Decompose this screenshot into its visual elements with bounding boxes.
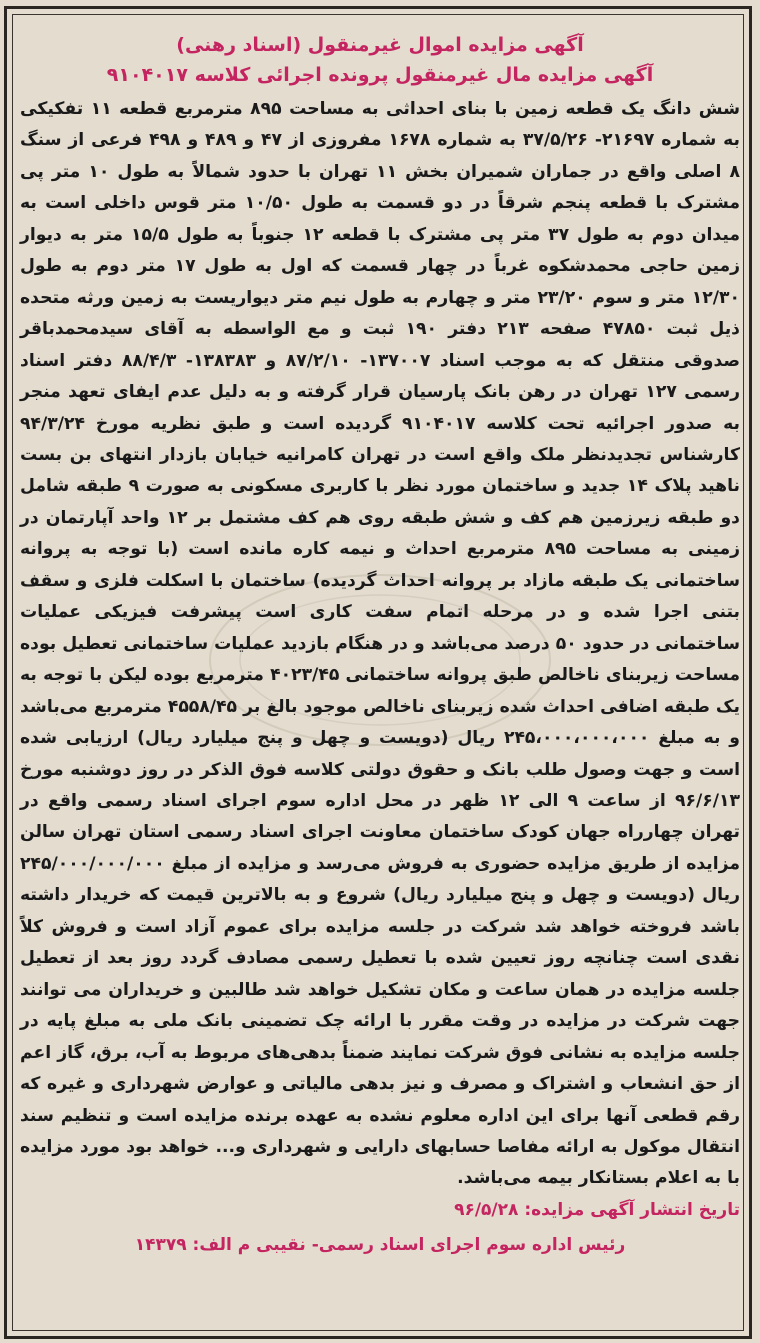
notice-content	[20, 30, 740, 1330]
notice-title: آگهی مزایده اموال غیرمنقول (اسناد رهنی)	[176, 34, 584, 56]
signature-line: رئیس اداره سوم اجرای اسناد رسمی- نقیبی م الف: ۱۴۳۷۹	[134, 1234, 626, 1255]
notice-subtitle: آگهی مزایده مال غیرمنقول پرونده اجرائی کلاسه ۹۱۰۴۰۱۷	[106, 64, 654, 86]
publish-date: تاریخ انتشار آگهی مزایده: ۹۶/۵/۲۸	[454, 1199, 740, 1220]
notice-body: شش دانگ یک قطعه زمین با بنای احداثی به مساحت ۸۹۵ مترمربع قطعه ۱۱ تفکیکی به شماره ۲۱۶۹۷- ۳۷/۵/۲۶ به شماره ۱۶۷۸ مفروزی از ۴۷ و ۴۸۹ و ۴۹۸ فرعی از سنگ ۸ اصلی واقع در جماران شمیران بخش ۱۱ تهران با حدود شمالاً به طول ۱۰ متر پی مشترک با قطعه پنجم شرقاً در دو قسمت به طول ۱۰/۵۰ متر قوس داخلی است به میدان دوم به طول ۳۷ متر پی مشترک با قطعه ۱۲ جنوباً به طول ۱۵/۵ متر به دیوار زمین حاجی محمدشکوه غرباً در چهار قسمت که اول به طول ۱۷ متر دوم به طول ۱۲/۳۰ متر و سوم ۲۳/۲۰ متر و چهارم به طول نیم متر دیواریست به زمین ورثه متحده ذیل ثبت ۴۷۸۵۰ صفحه ۲۱۳ دفتر ۱۹۰ ثبت و مع الواسطه به آقای سیدمحمدباقر صدوقی منتقل که به موجب اسناد ۱۳۷۰۰۷- ۸۷/۲/۱۰ و ۱۳۸۳۸۳- ۸۸/۴/۳ دفتر اسناد رسمی ۱۲۷ تهران در رهن بانک پارسیان قرار گرفته و به دلیل عدم ایفای تعهد منجر به صدور اجرائیه تحت کلاسه ۹۱۰۴۰۱۷ گردیده است و طبق نظریه مورخ ۹۴/۳/۲۴ کارشناس تجدیدنظر ملک واقع است در تهران کامرانیه خیابان بازدار انتهای بن بست ناهید پلاک ۱۴ جدید و ساختمان مورد نظر با کاربری مسکونی به صورت ۹ طبقه شامل دو طبقه زیرزمین هم کف و شش طبقه روی هم کف مشتمل بر ۱۲ واحد آپارتمان در زمینی به مساحت ۸۹۵ مترمربع احداث و نیمه کاره مانده است (با توجه به پروانه ساختمانی یک طبقه مازاد بر پروانه احداث گردیده) ساختمان با اسکلت فلزی و سقف بتنی اجرا شده و در مرحله اتمام سفت کاری است پیشرفت فیزیکی عملیات ساختمانی در حدود ۵۰ درصد می‌باشد و در هنگام بازدید عملیات ساختمانی تعطیل بوده مساحت زیربنای ناخالص طبق پروانه ساختمانی ۴۰۲۳/۴۵ مترمربع بوده لیکن با توجه به یک طبقه اضافی احداث شده زیربنای ناخالص موجود بالغ بر ۴۵۵۸/۴۵ مترمربع می‌باشد و به مبلغ ۲۴۵،۰۰۰،۰۰۰،۰۰۰ ریال (دویست و چهل و پنج میلیارد ریال) ارزیابی شده است و جهت وصول طلب بانک و حقوق دولتی کلاسه فوق الذکر در روز دوشنبه مورخ ۹۶/۶/۱۳ از ساعت ۹ الی ۱۲ ظهر در محل اداره سوم اجرای اسناد رسمی واقع در تهران چهارراه جهان کودک ساختمان معاونت اجرای اسناد رسمی استان تهران سالن مزایده از طریق مزایده حضوری به فروش می‌رسد و مزایده از مبلغ ۲۴۵/۰۰۰/۰۰۰/۰۰۰ ریال (دویست و چهل و پنج میلیارد ریال) شروع و به بالاترین قیمت که خریدار داشته باشد فروخته خواهد شد شرکت در جلسه مزایده برای عموم آزاد است و فروش کلاً نقدی است چنانچه روز تعیین شده با تعطیل رسمی مصادف گردد روز بعد از تعطیل جلسه مزایده در همان ساعت و مکان تشکیل خواهد شد طالبین و خریداران می توانند جهت شرکت در مزایده در وقت مقرر با ارائه چک تضمینی بانک ملی به مبلغ پایه در جلسه مزایده به نشانی فوق شرکت نمایند ضمناً بدهی‌های مربوط به آب، برق، گاز اعم از حق انشعاب و اشتراک و مصرف و نیز بدهی مالیاتی و عوارض شهرداری و غیره که رقم قطعی آنها برای این اداره معلوم نشده به عهده برنده مزایده است و تنظیم سند انتقال موکول به ارائه مفاصا حسابهای دارایی و شهرداری و... خواهد بود مورد مزایده با به اعلام بستانکار بیمه می‌باشد.	[20, 99, 741, 1189]
